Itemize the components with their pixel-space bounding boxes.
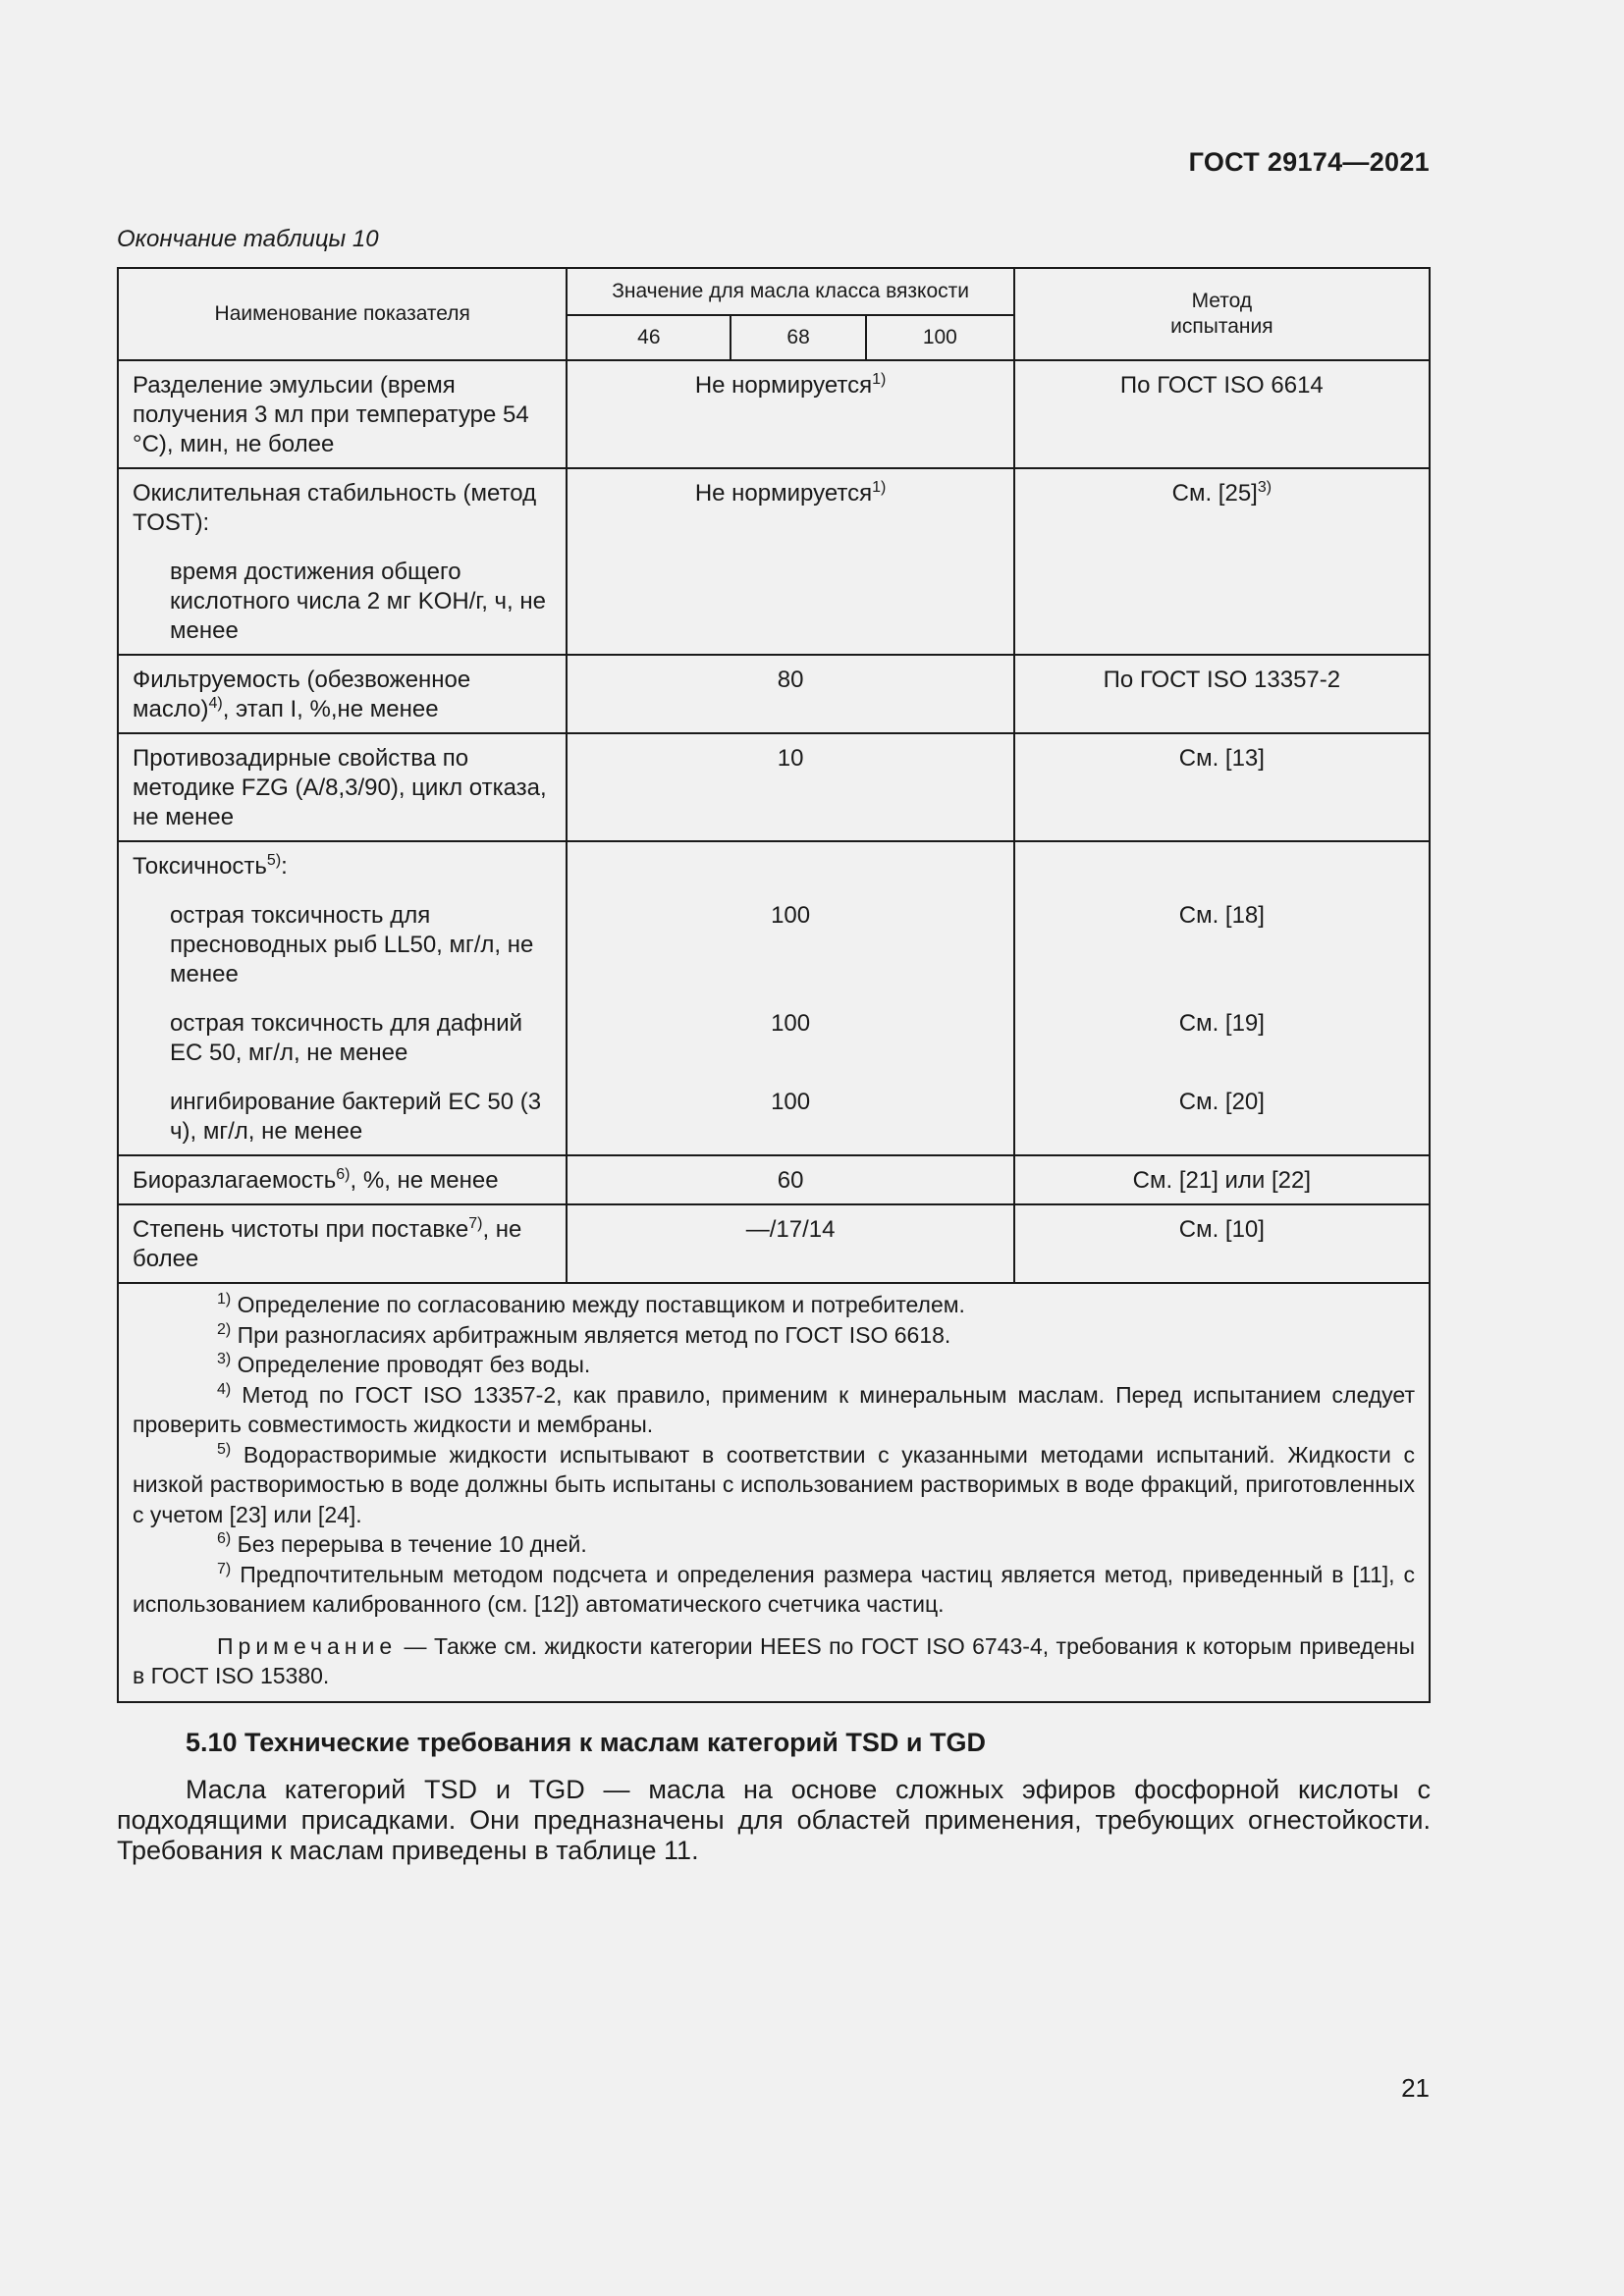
row-name: Биоразлагаемость$^{6)}$, %, не менее bbox=[118, 1155, 567, 1204]
table-row bbox=[118, 1204, 1430, 1283]
footnote: $^{3)}$ Определение проводят без воды. bbox=[217, 1351, 591, 1377]
header-viscosity-value: Значение для масла класса вязкости bbox=[567, 268, 1013, 315]
footnote: $^{7)}$ Предпочтительным методом подсчета и определения размера частиц является метод, приведенный в [11], с использованием калиброванного (см. [12]) автоматического счетчика частиц. bbox=[133, 1560, 1415, 1617]
table-row bbox=[118, 841, 1430, 1155]
grade-68: 68 bbox=[731, 315, 866, 360]
row-method: По ГОСТ ISO 6614 bbox=[1014, 360, 1430, 468]
row-subname: острая токсичность для дафний EC 50, мг/л, не менее bbox=[170, 1010, 523, 1066]
footnote: $^{4)}$ Метод по ГОСТ ISO 13357-2, как правило, применим к минеральным маслам. Перед испытанием следует проверить совместимость жидкости и мембраны. bbox=[133, 1380, 1415, 1437]
section-title: 5.10 Технические требования к маслам категорий TSD и TGD bbox=[186, 1728, 986, 1757]
row-method: См. [10] bbox=[1014, 1204, 1430, 1283]
row-value: 100 100 100 bbox=[567, 841, 1013, 1155]
row-method: См. [18] См. [19] См. [20] bbox=[1014, 841, 1430, 1155]
row-value: —/17/14 bbox=[567, 1204, 1013, 1283]
table-header-row bbox=[118, 268, 1430, 315]
footnote: $^{5)}$ Водорастворимые жидкости испытывают в соответствии с указанными методами испытаний. Жидкости с низкой растворимостью в воде должны быть испытаны с использованием растворимых в воде фракций, приготовленных с учетом [23] или [24]. bbox=[133, 1440, 1415, 1527]
table-row bbox=[118, 733, 1430, 841]
footnote: $^{6)}$ Без перерыва в течение 10 дней. bbox=[217, 1530, 587, 1557]
row-name: Токсичность$^{5)}$: острая токсичность для пресноводных рыб LL50, мг/л, не менее острая токсичность для дафний EC 50, мг/л, не менее ингибирование бактерий EC 50 (3 ч), мг/л, не менее bbox=[118, 841, 567, 1155]
footnote: $^{2)}$ При разногласиях арбитражным является метод по ГОСТ ISO 6618. bbox=[217, 1320, 951, 1348]
row-name: Окислительная стабильность (метод TOST): время достижения общего кислотного числа 2 мг KOH/г, ч, не менее bbox=[118, 468, 567, 655]
row-name: Фильтруемость (обезвоженное масло)$^{4)}$, этап I, %,не менее bbox=[118, 655, 567, 733]
header-test-method: Метод испытания bbox=[1014, 268, 1430, 360]
row-value: 80 bbox=[567, 655, 1013, 733]
row-method: См. [21] или [22] bbox=[1014, 1155, 1430, 1204]
table-note: Примечание — Также см. жидкости категории HEES по ГОСТ ISO 6743-4, требования к которым приведены в ГОСТ ISO 15380. bbox=[133, 1632, 1415, 1688]
table-row bbox=[118, 468, 1430, 655]
row-value: Не нормируется$^{1)}$ bbox=[567, 360, 1013, 468]
row-value: Не нормируется$^{1)}$ bbox=[567, 468, 1013, 655]
row-name: Противозадирные свойства по методике FZG (A/8,3/90), цикл отказа, не менее bbox=[118, 733, 567, 841]
document-code: ГОСТ 29174—2021 bbox=[1188, 147, 1430, 177]
footnote: $^{1)}$ Определение по согласованию между поставщиком и потребителем. bbox=[217, 1291, 965, 1317]
row-name: Степень чистоты при поставке$^{7)}$, не более bbox=[118, 1204, 567, 1283]
row-method: См. [13] bbox=[1014, 733, 1430, 841]
row-subname: время достижения общего кислотного числа 2 мг KOH/г, ч, не менее bbox=[170, 559, 546, 644]
row-subname: острая токсичность для пресноводных рыб LL50, мг/л, не менее bbox=[170, 902, 534, 988]
requirements-table bbox=[117, 267, 1431, 1703]
row-method: По ГОСТ ISO 13357-2 bbox=[1014, 655, 1430, 733]
table-row bbox=[118, 1155, 1430, 1204]
page-number: 21 bbox=[1401, 2073, 1430, 2103]
table-row bbox=[118, 655, 1430, 733]
section-paragraph: Масла категорий TSD и TGD — масла на основе сложных эфиров фосфорной кислоты с подходящими присадками. Они предназначены для областей применения, требующих огнестойкости. Требования к маслам приведены в таблице 11. bbox=[117, 1775, 1431, 1865]
row-method: См. $[25]^{3)}$ bbox=[1014, 468, 1430, 655]
row-value: 60 bbox=[567, 1155, 1013, 1204]
row-value: 10 bbox=[567, 733, 1013, 841]
table-row bbox=[118, 360, 1430, 468]
grade-100: 100 bbox=[866, 315, 1014, 360]
table-footnotes-row bbox=[118, 1283, 1430, 1702]
row-name: Разделение эмульсии (время получения 3 мл при температуре 54 °C), мин, не более bbox=[118, 360, 567, 468]
table-footnotes bbox=[118, 1283, 1430, 1702]
grade-46: 46 bbox=[567, 315, 731, 360]
table-caption: Окончание таблицы 10 bbox=[117, 226, 379, 252]
row-subname: ингибирование бактерий EC 50 (3 ч), мг/л, не менее bbox=[170, 1089, 542, 1145]
header-indicator-name: Наименование показателя bbox=[118, 268, 567, 360]
